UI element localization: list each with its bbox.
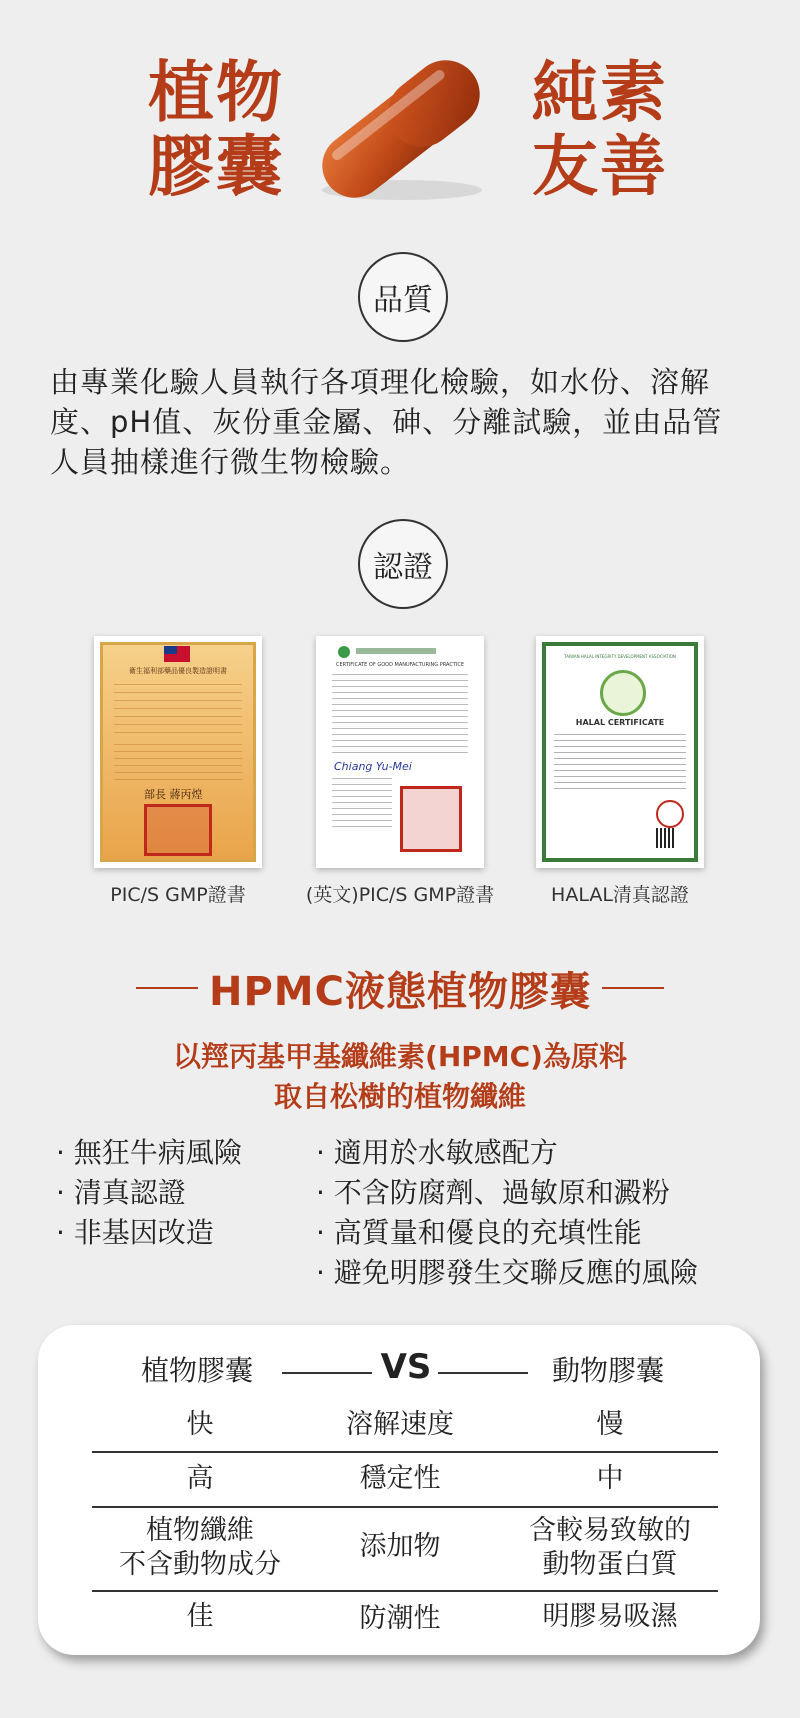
row-attribute: 穩定性 [359, 1463, 441, 1494]
animal-capsule-header: 動物膠囊 [551, 1354, 664, 1387]
english-cert-signer: Chiang Yu-Mei [334, 760, 412, 773]
row-animal-value: 慢 [596, 1409, 624, 1440]
row-animal-value: 明膠易吸濕 [542, 1601, 678, 1632]
hpmc-title: HPMC液態植物膠囊 [209, 969, 591, 1015]
row-plant-value: 佳 [186, 1601, 214, 1632]
row-plant-value: 快 [186, 1409, 214, 1440]
row-plant-value: 植物纖維 不含動物成分 [119, 1515, 281, 1580]
quality-badge: 品質 [358, 252, 448, 342]
bullet-item: · 無狂牛病風險 [56, 1136, 242, 1169]
plant-capsule-header: 植物膠囊 [140, 1354, 253, 1387]
quality-line: 度、pH值、灰份重金屬、砷、分離試驗，並由品管 [50, 405, 723, 439]
ministry-logo-icon [338, 646, 350, 658]
bullet-item: · 適用於水敏感配方 [316, 1136, 558, 1169]
left-bullet-list [56, 1133, 242, 1253]
certification-badge: 認證 [358, 519, 448, 609]
title-right-rule [602, 987, 664, 989]
row-attribute: 溶解速度 [346, 1409, 454, 1440]
halal-cert-caption: HALAL清真認證 [551, 884, 689, 906]
capsule-image [290, 40, 510, 210]
red-seal-icon [400, 786, 462, 852]
gmp-cert-signer: 部長 蔣丙煌 [144, 788, 203, 801]
quality-line: 人員抽樣進行微生物檢驗。 [50, 445, 411, 479]
bullet-item: · 非基因改造 [56, 1216, 214, 1249]
right-bullet-list [316, 1133, 698, 1293]
row-animal-value: 含較易致敏的 動物蛋白質 [529, 1515, 691, 1580]
hero-left-line2: 膠囊 [148, 128, 284, 205]
halal-logo-icon [600, 670, 646, 716]
gmp-certificate-image [94, 636, 262, 868]
vs-rule-left [282, 1372, 372, 1374]
english-gmp-certificate-image [316, 636, 484, 868]
bullet-item: · 避免明膠發生交聯反應的風險 [316, 1256, 698, 1289]
hero-right-line1: 純素 [532, 54, 668, 131]
halal-certificate-image [536, 636, 704, 868]
gmp-cert-caption: PIC/S GMP證書 [110, 884, 246, 906]
hpmc-subtitle-2: 取自松樹的植物纖維 [273, 1080, 526, 1113]
gmp-cert-title: 衛生福利部藥品優良製造證明書 [129, 667, 227, 675]
row-animal-value: 中 [596, 1463, 624, 1494]
row-divider [92, 1451, 718, 1453]
qr-code-icon [656, 828, 676, 848]
flag-icon [164, 646, 190, 662]
red-seal-icon [656, 800, 684, 828]
english-cert-title: CERTIFICATE OF GOOD MANUFACTURING PRACTICE [335, 662, 465, 668]
hero-right-line2: 友善 [532, 128, 668, 205]
halal-org-name: TAIWAN HALAL INTEGRITY DEVELOPMENT ASSOCIATION [564, 654, 676, 659]
bullet-item: · 清真認證 [56, 1176, 186, 1209]
red-seal-icon [144, 804, 212, 856]
bullet-item: · 高質量和優良的充填性能 [316, 1216, 642, 1249]
hero-left-line1: 植物 [148, 54, 284, 131]
row-divider [92, 1590, 718, 1592]
row-attribute: 添加物 [359, 1531, 441, 1562]
english-gmp-cert-caption: (英文)PIC/S GMP證書 [305, 884, 495, 906]
vs-label: VS [380, 1347, 432, 1387]
row-plant-value: 高 [186, 1463, 214, 1494]
row-attribute: 防潮性 [359, 1603, 441, 1634]
row-divider [92, 1506, 718, 1508]
hpmc-subtitle-1: 以羥丙基甲基纖維素(HPMC)為原料 [173, 1040, 627, 1073]
bullet-item: · 不含防腐劑、過敏原和澱粉 [316, 1176, 670, 1209]
vs-rule-right [438, 1372, 528, 1374]
quality-description [50, 362, 760, 482]
halal-cert-title: HALAL CERTIFICATE [575, 718, 665, 727]
quality-line: 由專業化驗人員執行各項理化檢驗，如水份、溶解 [50, 365, 711, 399]
